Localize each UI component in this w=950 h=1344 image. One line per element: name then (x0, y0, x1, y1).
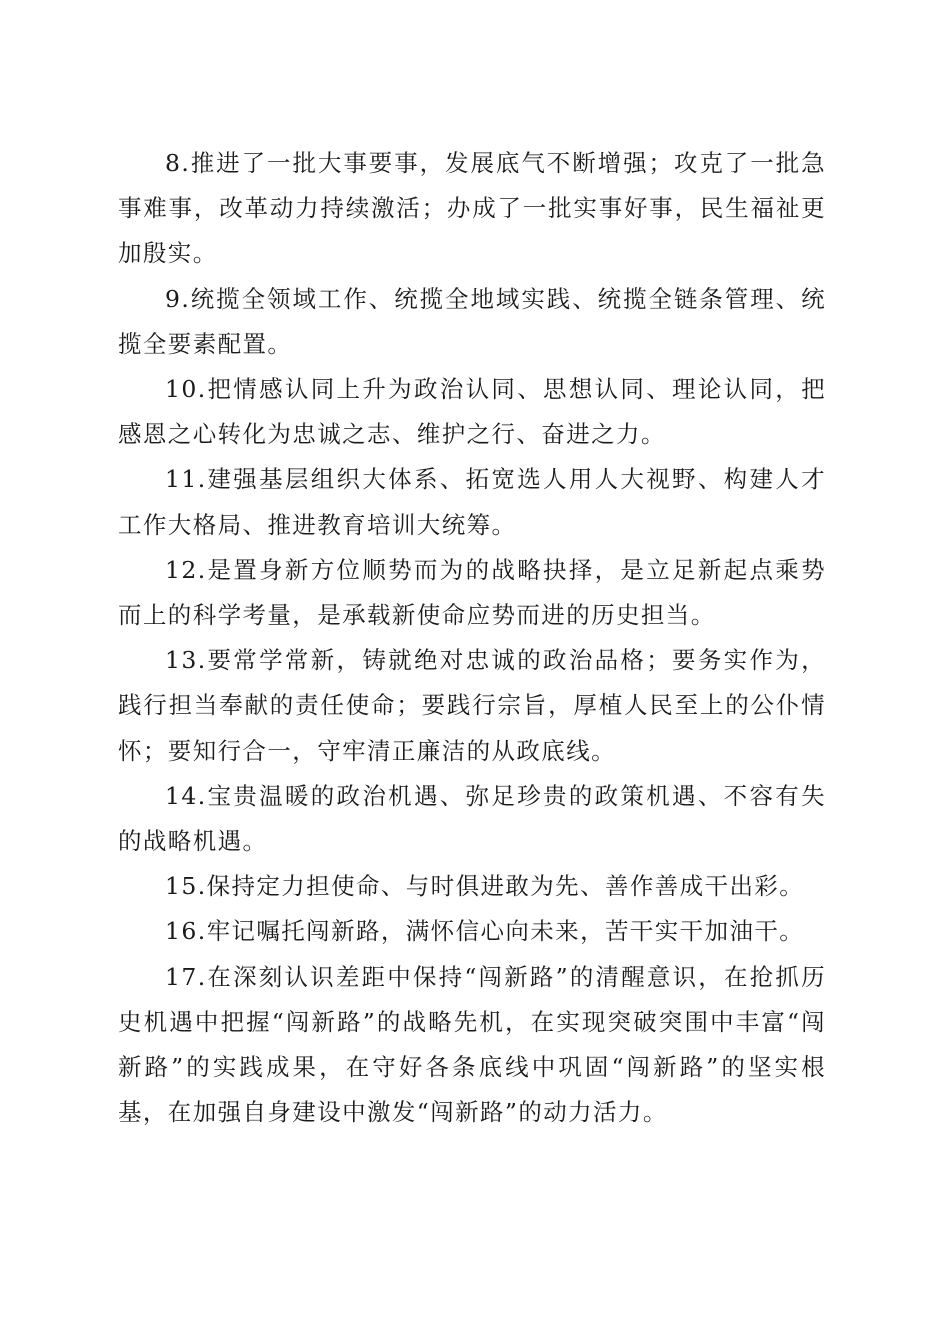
paragraph-10: 10.把情感认同上升为政治认同、思想认同、理论认同，把感恩之心转化为忠诚之志、维护之行、奋进之力。 (118, 375, 826, 449)
paragraph-11: 11.建强基层组织大体系、拓宽选人用人大视野、构建人才工作大格局、推进教育培训大统筹。 (118, 465, 826, 539)
document-body (118, 141, 826, 1135)
paragraph-15: 15.保持定力担使命、与时俱进敢为先、善作善成干出彩。 (165, 872, 805, 901)
paragraph-12: 12.是置身新方位顺势而为的战略抉择，是立足新起点乘势而上的科学考量，是承载新使命应势而进的历史担当。 (118, 555, 826, 630)
paragraph-17: 17.在深刻认识差距中保持“闯新路”的清醒意识，在抢抓历史机遇中把握“闯新路”的战略先机，在实现突破突围中丰富“闯新路”的实践成果，在守好各条底线中巩固“闯新路”的坚实根基，在加强自身建设中激发“闯新路”的动力活力。 (118, 962, 826, 1127)
paragraph-8: 8.推进了一批大事要事，发展底气不断增强；攻克了一批急事难事，改革动力持续激活；办成了一批实事好事，民生福祉更加殷实。 (118, 149, 826, 268)
paragraph-16: 16.牢记嘱托闯新路，满怀信心向未来，苦干实干加油干。 (165, 917, 805, 946)
paragraph-9: 9.统揽全领域工作、统揽全地域实践、统揽全链条管理、统揽全要素配置。 (118, 284, 826, 358)
paragraph-14: 14.宝贵温暖的政治机遇、弥足珍贵的政策机遇、不容有失的战略机遇。 (118, 781, 826, 856)
paragraph-13: 13.要常学常新，铸就绝对忠诚的政治品格；要务实作为，践行担当奉献的责任使命；要践行宗旨，厚植人民至上的公仆情怀；要知行合一，守牢清正廉洁的从政底线。 (118, 646, 826, 765)
